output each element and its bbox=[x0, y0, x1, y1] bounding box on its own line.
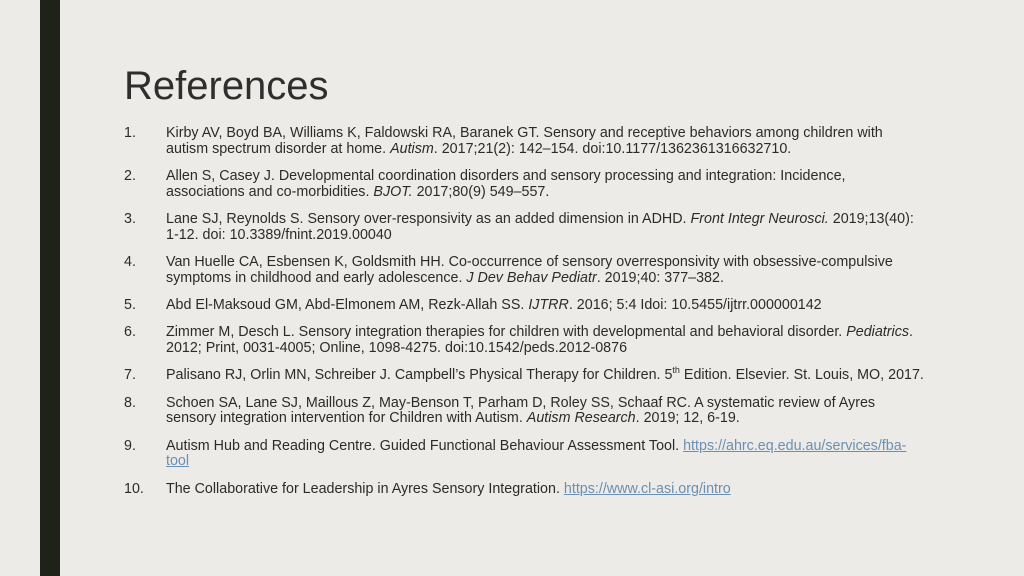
reference-list bbox=[124, 126, 924, 509]
journal-name: Front Integr Neurosci. bbox=[690, 210, 829, 227]
reference-number: 9. bbox=[124, 437, 136, 454]
reference-text: Palisano RJ, Orlin MN, Schreiber J. Campbell’s Physical Therapy for Children. 5th Edition. Elsevier. St. Louis, MO, 2017. bbox=[166, 365, 924, 384]
superscript: th bbox=[672, 365, 680, 376]
reference-text: Van Huelle CA, Esbensen K, Goldsmith HH. Co-occurrence of sensory overresponsivity with obsessive-compulsive symptoms in childhood and early adolescence. J Dev Behav Pediatr. 2019;40: 377–382. bbox=[166, 253, 893, 286]
journal-name: Pediatrics bbox=[846, 324, 910, 341]
journal-name: Autism bbox=[390, 140, 434, 157]
reference-text: Abd El-Maksoud GM, Abd-Elmonem AM, Rezk-Allah SS. IJTRR. 2016; 5:4 Idoi: 10.5455/ijtrr.000000142 bbox=[166, 296, 822, 313]
reference-text: Allen S, Casey J. Developmental coordination disorders and sensory processing and integration: Incidence, associations and co-morbidities. BJOT. 2017;80(9) 549–557. bbox=[166, 167, 846, 200]
reference-item bbox=[124, 255, 924, 286]
reference-link[interactable]: https://ahrc.eq.edu.au/services/fba-tool bbox=[166, 437, 907, 470]
reference-text: Schoen SA, Lane SJ, Maillous Z, May-Benson T, Parham D, Roley SS, Schaaf RC. A systematic review of Ayres sensory integration intervention for Children with Autism. Autism Research. 2019; 12, 6-19. bbox=[166, 394, 876, 427]
reference-text: Lane SJ, Reynolds S. Sensory over-responsivity as an added dimension in ADHD. Front Integr Neurosci. 2019;13(40): 1-12. doi: 10.3389/fnint.2019.00040 bbox=[166, 210, 914, 243]
reference-item bbox=[124, 325, 924, 356]
reference-number: 2. bbox=[124, 167, 136, 184]
reference-text: Zimmer M, Desch L. Sensory integration therapies for children with developmental and behavioral disorder. Pediatrics. 2012; Print, 0031-4005; Online, 1098-4275. doi:10.1542/peds.2012-0876 bbox=[166, 324, 913, 356]
reference-item bbox=[124, 365, 924, 384]
reference-item bbox=[124, 298, 924, 314]
journal-name: J Dev Behav Pediatr bbox=[466, 269, 597, 286]
reference-item bbox=[124, 482, 924, 498]
page-title: References bbox=[124, 64, 329, 108]
reference-item bbox=[124, 126, 924, 157]
reference-item bbox=[124, 212, 924, 243]
reference-item bbox=[124, 396, 924, 427]
reference-number: 10. bbox=[124, 480, 144, 497]
reference-number: 6. bbox=[124, 324, 136, 341]
reference-item bbox=[124, 439, 924, 470]
reference-text: Autism Hub and Reading Centre. Guided Functional Behaviour Assessment Tool. https://ahrc.eq.edu.au/services/fba-tool bbox=[166, 437, 907, 470]
reference-number: 8. bbox=[124, 394, 136, 411]
reference-number: 4. bbox=[124, 253, 136, 270]
accent-bar bbox=[40, 0, 60, 576]
reference-text: Kirby AV, Boyd BA, Williams K, Faldowski RA, Baranek GT. Sensory and receptive behaviors among children with autism spectrum disorder at home. Autism. 2017;21(2): 142–154. doi:10.1177/1362361316632710. bbox=[166, 125, 883, 157]
reference-number: 5. bbox=[124, 296, 136, 313]
reference-number: 7. bbox=[124, 367, 136, 384]
reference-text: The Collaborative for Leadership in Ayres Sensory Integration. https://www.cl-asi.org/intro bbox=[166, 480, 731, 497]
reference-link[interactable]: https://www.cl-asi.org/intro bbox=[563, 480, 731, 497]
reference-number: 3. bbox=[124, 210, 136, 227]
journal-name: Autism Research bbox=[526, 410, 636, 427]
reference-number: 1. bbox=[124, 125, 136, 141]
journal-name: IJTRR bbox=[528, 296, 569, 313]
reference-item bbox=[124, 169, 924, 200]
journal-name: BJOT. bbox=[373, 183, 413, 200]
